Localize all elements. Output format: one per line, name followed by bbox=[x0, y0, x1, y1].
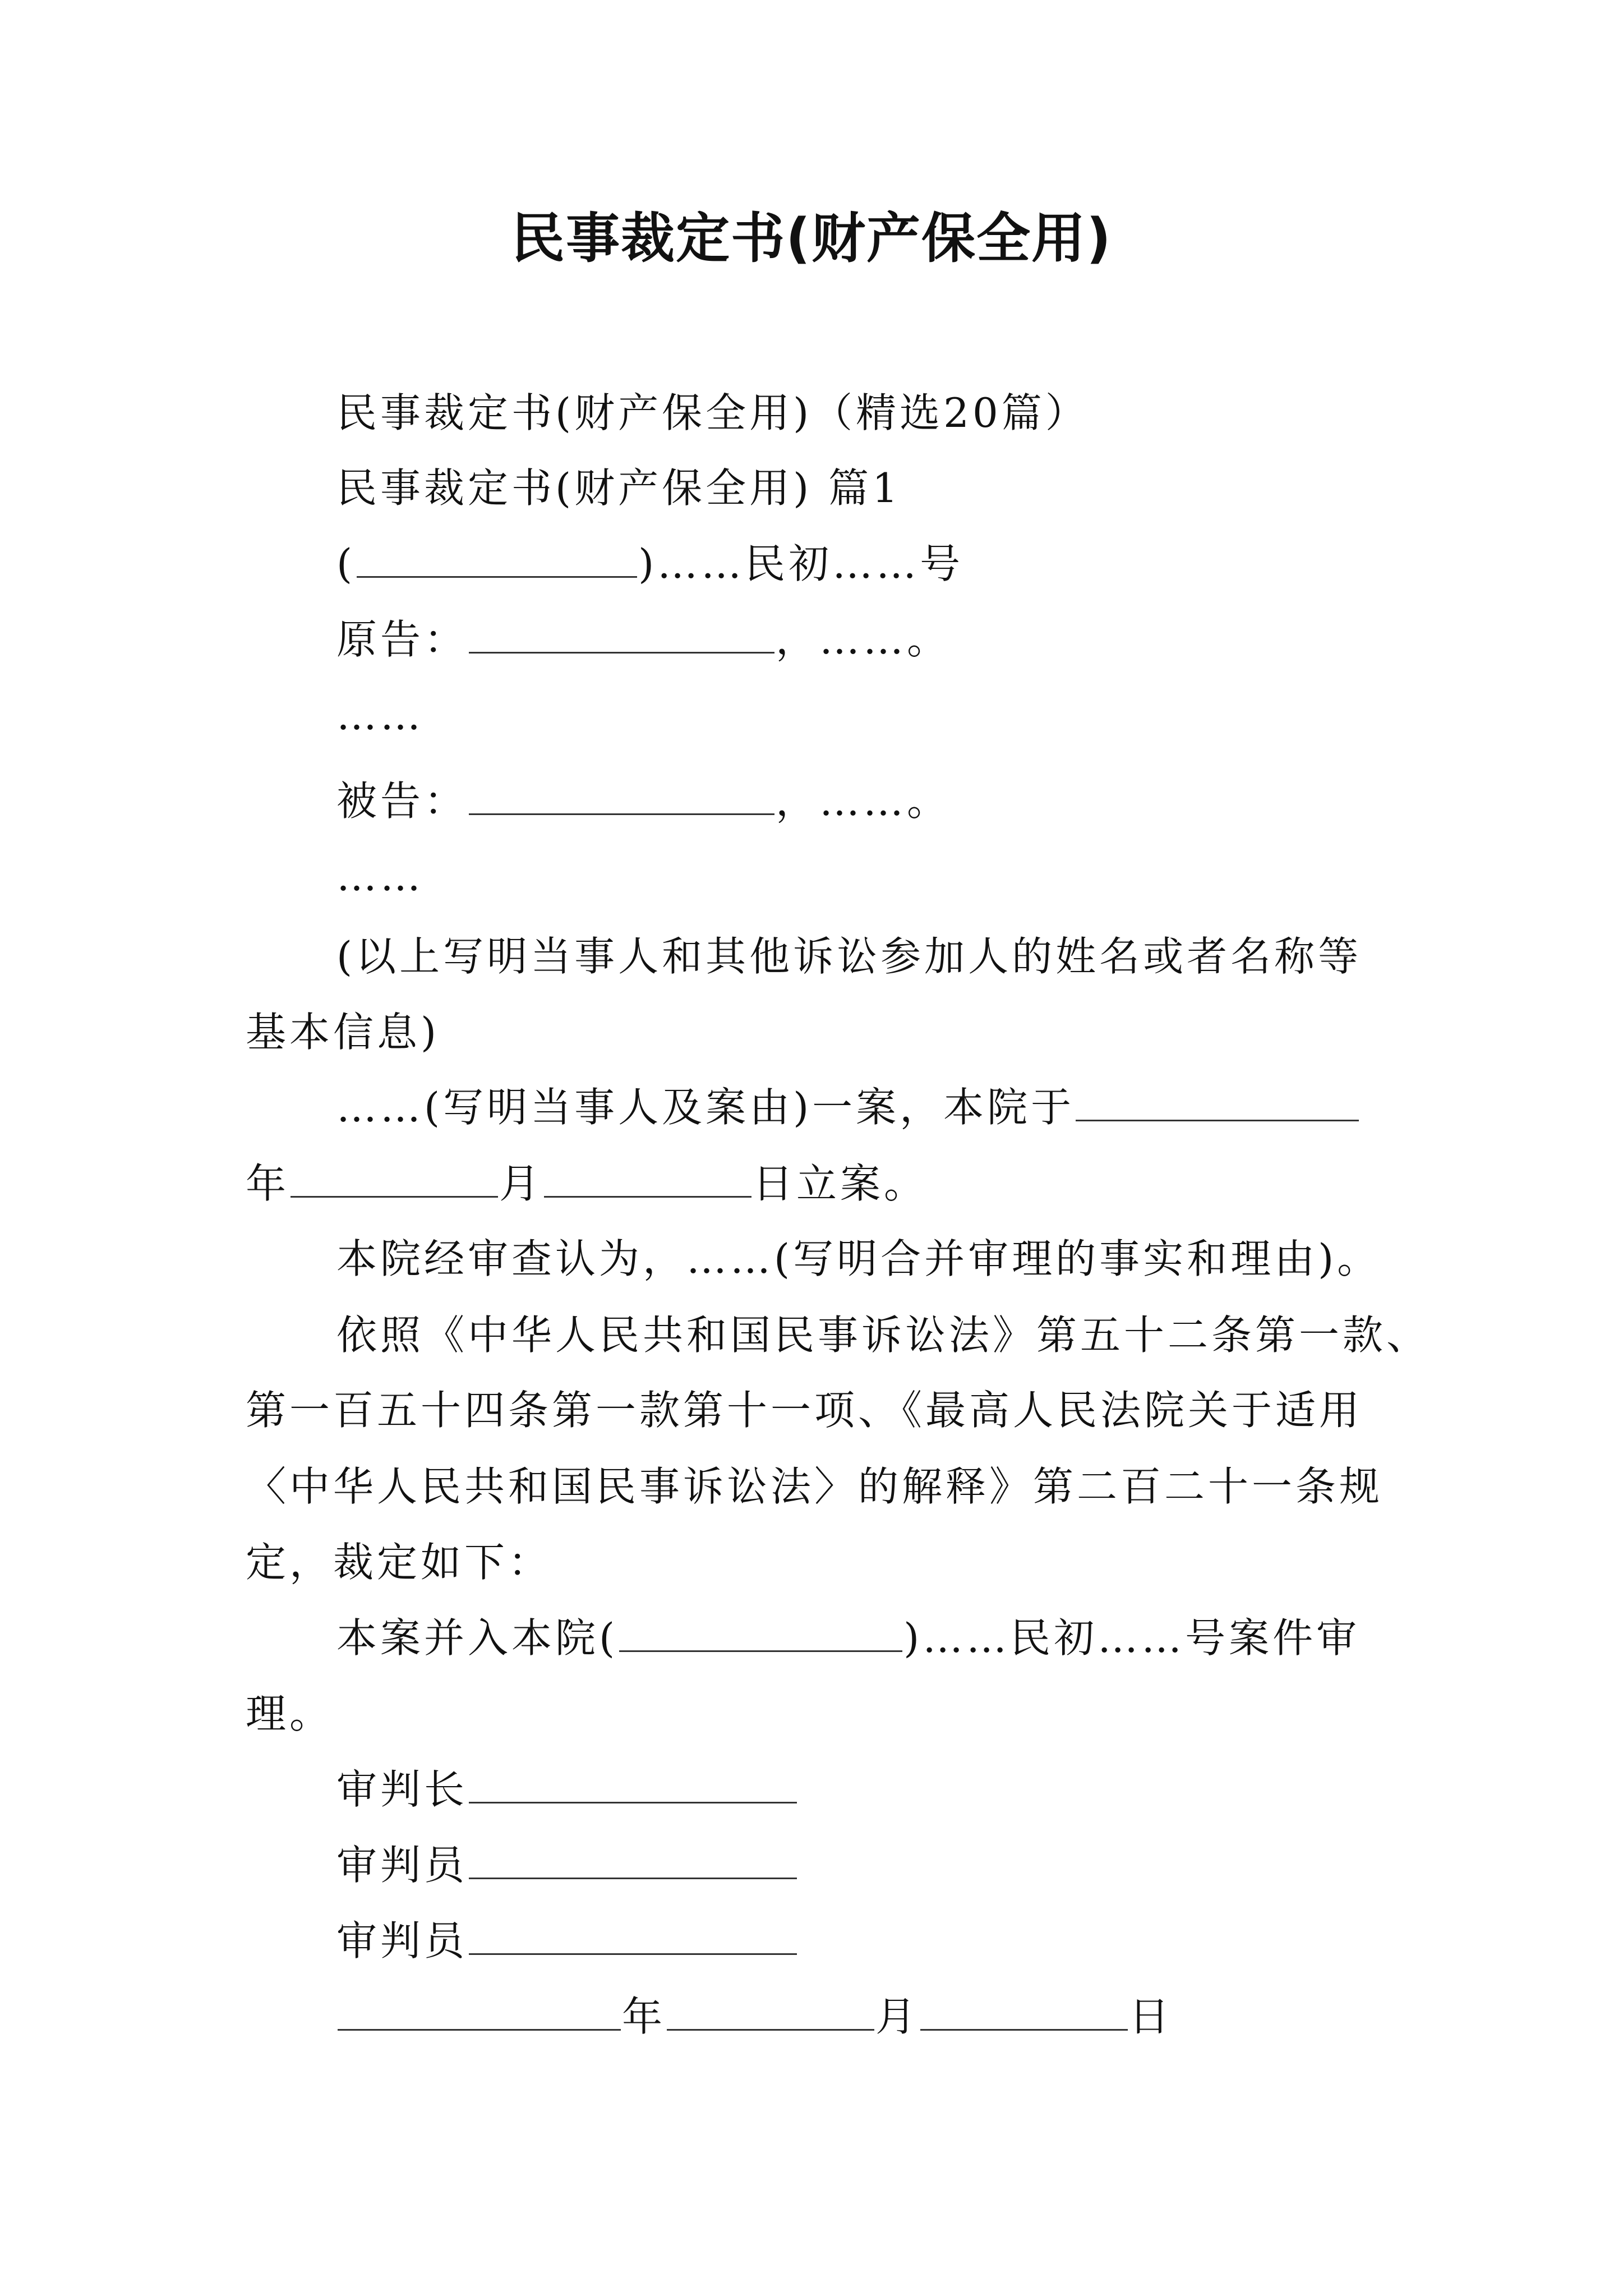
signature-line bbox=[336, 1837, 798, 1893]
paragraph-text: 基本信息) bbox=[246, 1009, 440, 1056]
merge-line bbox=[336, 1610, 1360, 1666]
merge-year-blank bbox=[619, 1616, 902, 1652]
chief-judge-label: 审判长 bbox=[336, 1766, 468, 1813]
paragraph-text: 依照《中华人民共和国民事诉讼法》第五十二条第一款、 bbox=[336, 1312, 1431, 1359]
filing-year-blank bbox=[1076, 1085, 1359, 1121]
ellipsis-text: …… bbox=[336, 692, 424, 739]
defendant-label: 被告： bbox=[336, 777, 468, 825]
paragraph-line bbox=[246, 1382, 1363, 1438]
day-label: 日 bbox=[1129, 1993, 1173, 2040]
paragraph-line bbox=[246, 1686, 333, 1742]
paragraph-text: 定，裁定如下： bbox=[246, 1539, 552, 1586]
defendant-blank bbox=[469, 779, 774, 815]
paragraph-text: 理。 bbox=[246, 1690, 334, 1737]
ellipsis-line bbox=[336, 687, 424, 743]
paragraph-text: 〈中华人民共和国民事诉讼法〉的解释》第二百二十一条规 bbox=[246, 1463, 1384, 1510]
chief-judge-blank bbox=[469, 1767, 797, 1803]
filing-line bbox=[336, 1079, 1360, 1135]
subtitle-text: 民事裁定书(财产保全用)（精选20篇） bbox=[336, 389, 1089, 436]
defendant-rest: ，……。 bbox=[776, 777, 951, 825]
case-number-open: ( bbox=[336, 540, 356, 587]
day-blank bbox=[544, 1161, 751, 1198]
paragraph-line bbox=[246, 1004, 440, 1060]
plaintiff-label: 原告： bbox=[336, 616, 468, 663]
paragraph-line bbox=[336, 1307, 1430, 1363]
plaintiff-rest: ，……。 bbox=[776, 616, 951, 663]
year-label: 年 bbox=[246, 1160, 290, 1207]
document-subtitle bbox=[336, 385, 1089, 441]
signature-line bbox=[336, 1761, 798, 1818]
day-label: 日立案。 bbox=[753, 1160, 928, 1207]
paragraph-text: 第一百五十四条第一款第十一项、《最高人民法院关于适用 bbox=[246, 1387, 1363, 1434]
merge-rest: )……民初……号案件审 bbox=[903, 1614, 1361, 1662]
month-label: 月 bbox=[499, 1160, 543, 1207]
ellipsis-line bbox=[336, 848, 424, 904]
filing-date-line bbox=[246, 1156, 928, 1212]
defendant-line bbox=[336, 773, 951, 829]
signature-line bbox=[336, 1913, 798, 1969]
judge-blank bbox=[469, 1843, 797, 1879]
section-heading-text: 民事裁定书(财产保全用) 篇1 bbox=[336, 464, 901, 512]
case-year-blank bbox=[357, 541, 637, 578]
judge-label: 审判员 bbox=[336, 1917, 468, 1964]
section-heading bbox=[336, 460, 901, 516]
case-number-rest: )……民初……号 bbox=[638, 540, 964, 587]
month-blank bbox=[667, 1994, 874, 2031]
filing-text: ……(写明当事人及案由)一案，本院于 bbox=[336, 1084, 1075, 1131]
case-number-line bbox=[336, 536, 963, 592]
month-label: 月 bbox=[875, 1993, 920, 2040]
paragraph-text: 本院经审查认为，……(写明合并审理的事实和理由)。 bbox=[336, 1235, 1381, 1282]
paragraph-line bbox=[246, 1458, 1383, 1515]
paragraph-line bbox=[336, 1231, 1381, 1287]
paragraph-text: (以上写明当事人和其他诉讼参加人的姓名或者名称等 bbox=[336, 933, 1362, 980]
judge-blank bbox=[469, 1918, 797, 1955]
month-blank bbox=[291, 1161, 498, 1198]
year-label: 年 bbox=[622, 1993, 666, 2040]
merge-text: 本案并入本院( bbox=[336, 1614, 619, 1662]
date-line bbox=[336, 1989, 1173, 2045]
judge-label: 审判员 bbox=[336, 1842, 468, 1889]
plaintiff-line bbox=[336, 611, 951, 668]
year-blank bbox=[338, 1994, 621, 2031]
document-title: 民事裁定书(财产保全用) bbox=[511, 207, 1112, 270]
plaintiff-blank bbox=[469, 617, 774, 654]
paragraph-line bbox=[246, 1534, 552, 1590]
ellipsis-text: …… bbox=[336, 853, 424, 900]
day-blank bbox=[920, 1994, 1128, 2031]
paragraph-line bbox=[336, 928, 1362, 984]
